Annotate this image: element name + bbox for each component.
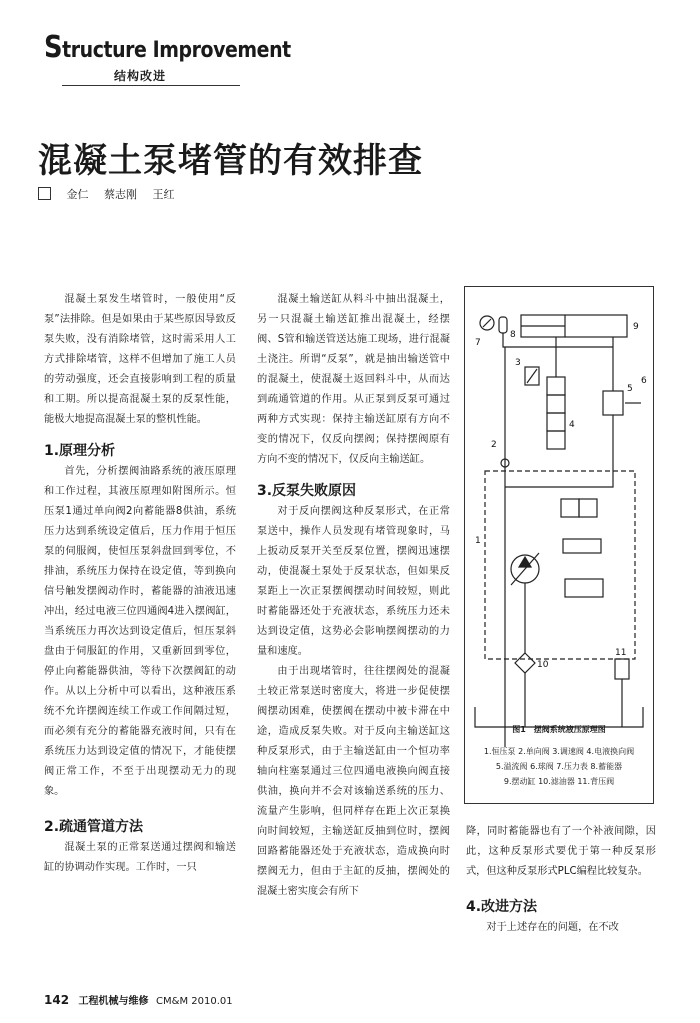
figure-label: 2 [491, 440, 497, 450]
figure-label: 1 [475, 536, 481, 546]
figure-label: 9 [633, 322, 639, 332]
journal-code: CM&M 2010.01 [156, 996, 233, 1007]
heading-principle: 1.原理分析 [44, 443, 116, 459]
section-heading-en: Structure Improvement [44, 30, 291, 65]
author-line [38, 186, 187, 202]
heading-improvement: 4.改进方法 [466, 899, 538, 915]
text-column-1 [44, 290, 236, 878]
figure-label: 5 [627, 384, 633, 394]
figure-label: 6 [641, 376, 647, 386]
page-footer [44, 992, 233, 1007]
figure-label: 10 [537, 660, 549, 670]
paragraph: 混凝土泵的正常泵送通过摆阀和输送缸的协调动作实现。工作时，一只 [44, 842, 236, 873]
caption-line: 9.摆动缸 10.滤油器 11.背压阀 [503, 777, 615, 786]
paragraph: 混凝土泵发生堵管时，一般使用“反泵”法排除。但是如果由于某些原因导致反泵失败，没有消除堵管，这时需采用人工方式排除堵管，这样不但增加了施工人员的劳动强度，还会直接影响到工程的质量和工期。所以提高混凝土泵的反泵性能，能极大地提高混凝土泵的整机性能。 [44, 294, 236, 425]
figure-label: 3 [515, 358, 521, 368]
author-name: 蔡志刚 [104, 188, 137, 201]
text-column-3 [466, 822, 656, 938]
author-name: 金仁 [66, 188, 89, 201]
figure-label: 11 [615, 648, 627, 658]
figure-label: 8 [510, 330, 516, 340]
journal-name: 工程机械与维修 [78, 996, 149, 1007]
page-number: 142 [44, 993, 70, 1007]
heading-method: 2.疏通管道方法 [44, 819, 144, 835]
paragraph: 混凝土输送缸从料斗中抽出混凝土，另一只混凝土输送缸推出混凝土，经摆阀、S管和输送管送达施工现场，进行混凝土浇注。所谓“反泵”，就是抽出输送管中的混凝土，使混凝土返回料斗中，从而达到疏通管道的作用。从正泵到反泵可通过两种方式实现：保持主输送缸原有方向不变的情况下，仅反向摆阀；保持摆阀原有方向不变的情况下，仅反向主输送缸。 [257, 294, 450, 465]
figure-label: 7 [475, 338, 481, 348]
article-title: 混凝土泵堵管的有效排查 [38, 141, 423, 181]
paragraph: 首先，分析摆阀油路系统的液压原理和工作过程，其液压原理如附图所示。恒压泵1通过单向阀2向蓄能器8供油，系统压力达到系统设定值后，压力作用于恒压泵的伺服阀，使恒压泵斜盘回到零位，不排油，系统压力保持在设定值，等到换向信号触发摆阀动作时，蓄能器的油液迅速冲出，经过电液三位四通阀4进入摆阀缸，当系统压力再次达到设定值后，恒压泵斜盘由于伺服缸的作用，又重新回到零位，停止向蓄能器供油，等待下次摆阀缸的动作。从以上分析中可以看出，这种液压系统不允许摆阀连续工作或工作间隔过短，而必须有充分的蓄能器充液时间，只有在系统压力达到设定值的情况下，才能使摆阀正常工作，不至于出现摆动无力的现象。 [44, 466, 236, 797]
header-rule [62, 85, 240, 86]
section-heading-cn: 结构改进 [114, 69, 167, 83]
caption-line: 5.溢流阀 6.球阀 7.压力表 8.蓄能器 [495, 762, 623, 771]
paragraph: 降，同时蓄能器也有了一个补液间隙，因此，这种反泵形式要优于第一种反泵形式，但这种反泵形式PLC编程比较复杂。 [466, 826, 656, 877]
figure-label: 4 [569, 420, 575, 430]
figure-title: 图1 摆阀系统液压原理图 [512, 725, 606, 734]
paragraph: 由于出现堵管时，往往摆阀处的混凝土较正常泵送时密度大，将进一步促使摆阀摆动困难，使摆阀在摆动中被卡滞在中途，造成反泵失败。对于反向主输送缸这种反泵形式，由于主输送缸由一个恒功率轴向柱塞泵通过三位四通电液换向阀直接供油，换向并不会对该输送系统的压力、流量产生影响，但同样存在距上次正泵换向时间较短，主输送缸反抽到位时，摆阀回路蓄能器还处于充液状态，造成换向时摆阀无力，但由于主缸的反抽，摆阀处的混凝土密实度会有所下 [257, 666, 450, 897]
author-name: 王红 [152, 188, 175, 201]
square-bullet-icon [38, 187, 51, 200]
text-column-2 [257, 290, 450, 902]
figure-caption [464, 744, 654, 789]
paragraph: 对于反向摆阀这种反泵形式，在正常泵送中，操作人员发现有堵管现象时，马上扳动反泵开关至反泵位置，摆阀迅速摆动，使混凝土泵处于反泵状态，但如果反泵距上一次正泵摆阀摆动时间较短，则此时蓄能器还处于充液状态，系统压力还未达到设定值，这势必会影响摆阀摆动的力量和速度。 [257, 506, 450, 657]
caption-line: 1.恒压泵 2.单向阀 3.调速阀 4.电液换向阀 [483, 747, 635, 756]
paragraph: 对于上述存在的问题，在不改 [486, 922, 619, 933]
heading-failure: 3.反泵失败原因 [257, 483, 357, 499]
